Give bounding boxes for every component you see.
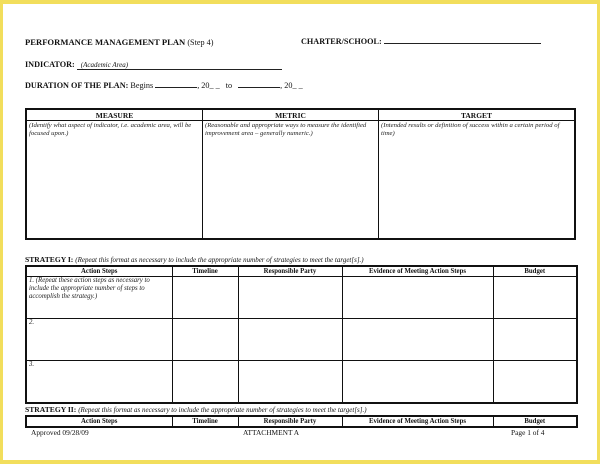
table-row — [26, 277, 577, 319]
indicator-hint: (Academic Area) — [80, 61, 129, 69]
col-action-steps: Action Steps — [26, 416, 172, 427]
metric-column[interactable] — [203, 110, 379, 238]
action-step-cell[interactable]: 3. — [26, 361, 172, 403]
measure-description: (Identify what aspect of indicator, i.e. academic area, will be focused upon.) — [29, 122, 192, 138]
timeline-cell[interactable] — [172, 361, 238, 403]
timeline-cell[interactable] — [172, 319, 238, 361]
strategy1-label: STRATEGY I: — [25, 255, 74, 264]
begin-year: , 20_ _ — [197, 81, 220, 90]
end-date-field[interactable] — [238, 87, 280, 88]
title-line — [25, 37, 213, 47]
document-page — [3, 4, 597, 460]
measure-heading: MEASURE — [27, 110, 202, 121]
col-responsible-party: Responsible Party — [238, 416, 342, 427]
evidence-cell[interactable] — [342, 277, 493, 319]
measure-table — [25, 108, 576, 240]
action-step-cell[interactable]: 2. — [26, 319, 172, 361]
col-budget: Budget — [493, 266, 577, 277]
evidence-cell[interactable] — [342, 361, 493, 403]
timeline-cell[interactable] — [172, 277, 238, 319]
budget-cell[interactable] — [493, 277, 577, 319]
approved-date: Approved 09/28/09 — [31, 428, 89, 437]
indicator-field[interactable] — [77, 60, 282, 70]
strategy1-header-row — [26, 266, 577, 277]
strategy2-heading — [25, 405, 367, 414]
to-label: to — [225, 81, 233, 90]
strategy2-header-row — [26, 416, 577, 427]
table-row — [26, 361, 577, 403]
col-timeline: Timeline — [172, 416, 238, 427]
begins-label: Begins — [130, 81, 154, 90]
measure-column[interactable] — [27, 110, 203, 238]
table-row — [26, 319, 577, 361]
strategy2-label: STRATEGY II: — [25, 405, 77, 414]
strategy1-heading — [25, 255, 364, 264]
page-title: PERFORMANCE MANAGEMENT PLAN — [25, 37, 186, 47]
duration-label: DURATION OF THE PLAN: — [25, 81, 129, 90]
col-responsible-party: Responsible Party — [238, 266, 342, 277]
charter-label: CHARTER/SCHOOL: — [301, 37, 382, 46]
strategy2-instruction: (Repeat this format as necessary to include the appropriate number of strategies to meet the target[s].) — [78, 406, 367, 414]
col-evidence: Evidence of Meeting Action Steps — [342, 266, 493, 277]
strategy1-instruction: (Repeat this format as necessary to include the appropriate number of strategies to meet the target[s].) — [75, 256, 364, 264]
col-budget: Budget — [493, 416, 577, 427]
duration-line — [25, 81, 303, 90]
charter-line — [301, 37, 541, 46]
page-number: Page 1 of 4 — [511, 428, 545, 437]
target-description: (Intended results or definition of success within a certain period of time) — [381, 122, 560, 138]
col-evidence: Evidence of Meeting Action Steps — [342, 416, 493, 427]
indicator-label: INDICATOR: — [25, 60, 75, 69]
begin-date-field[interactable] — [155, 87, 197, 88]
budget-cell[interactable] — [493, 361, 577, 403]
budget-cell[interactable] — [493, 319, 577, 361]
strategy2-table — [25, 415, 578, 428]
end-year: , 20_ _ — [280, 81, 303, 90]
responsible-party-cell[interactable] — [238, 277, 342, 319]
col-action-steps: Action Steps — [26, 266, 172, 277]
target-heading: TARGET — [379, 110, 574, 121]
col-timeline: Timeline — [172, 266, 238, 277]
metric-heading: METRIC — [203, 110, 378, 121]
responsible-party-cell[interactable] — [238, 361, 342, 403]
strategy1-table — [25, 265, 578, 404]
attachment-label: ATTACHMENT A — [243, 428, 300, 437]
responsible-party-cell[interactable] — [238, 319, 342, 361]
step-label: (Step 4) — [187, 38, 214, 47]
metric-description: (Reasonable and appropriate ways to measure the identified improvement area – generally numeric.) — [205, 122, 367, 138]
evidence-cell[interactable] — [342, 319, 493, 361]
target-column[interactable] — [379, 110, 574, 238]
action-step-cell[interactable]: 1. (Repeat these action steps as necessary to include the appropriate number of steps to accomplish the strategy.) — [26, 277, 172, 319]
charter-field[interactable] — [384, 37, 541, 44]
indicator-line — [25, 60, 282, 70]
